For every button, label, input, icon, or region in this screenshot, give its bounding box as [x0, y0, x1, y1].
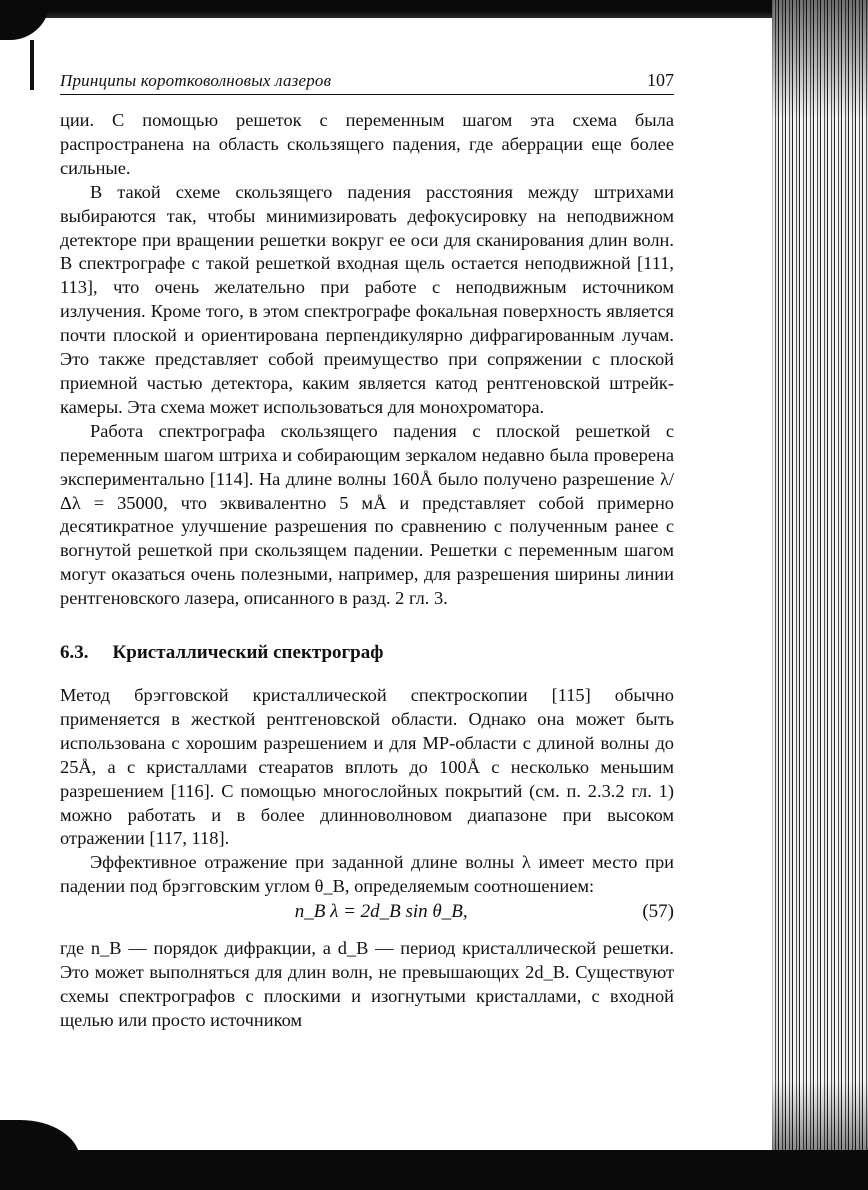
paragraph-bragg-angle: Эффективное отражение при заданной длине волны λ имеет место при падении под брэгговским углом θ_B, определяемым соотношением:: [60, 852, 674, 897]
scan-bottom-border: [0, 1150, 868, 1190]
section-title: Кристаллический спектрограф: [112, 642, 384, 664]
paragraph-flat-grating: Работа спектрографа скользящего падения с плоской решеткой с переменным шагом штриха и собирающим зеркалом недавно была проверена экспериментально [114]. На длине волны 160Å было получено разрешение λ/Δλ = 35000, что эквивалентно 5 мÅ и представляет собой примерно десятикратное улучшение разрешения по сравнению с полученным ранее с вогнутой решеткой при скользящем падении. Решетки с переменным шагом могут оказаться очень полезными, например, для разрешения ширины линии рентгеновского лазера, описанного в разд. 2 гл. 3.: [60, 420, 674, 609]
paragraph-continuation: ции. С помощью решеток с переменным шагом эта схема была распространена на область скользящего падения, где аберрации еще более сильные.: [60, 110, 674, 178]
book-page-edges-shade: [772, 0, 868, 1190]
paragraph-diffraction-order: где n_B — порядок дифракции, а d_B — период кристаллической решетки. Это может выполняться для длин волн, не превышающих 2d_B. Существуют схемы спектрографов с плоскими и изогнутыми кристаллами, с входной щелью или просто источником: [60, 938, 674, 1030]
book-page: [60, 70, 674, 1033]
scan-top-border: [0, 0, 868, 18]
page-number: 107: [647, 70, 674, 90]
equation-row: [60, 899, 674, 925]
paragraph-bragg-method: Метод брэгговской кристаллической спектроскопии [115] обычно применяется в жесткой рентгеновской области. Однако она может быть использована с хорошим разрешением и для МР-области с длиной волны до 25Å, а с кристаллами стеаратов вплоть до 100Å с несколько меньшим разрешением [116]. С помощью многослойных покрытий (см. п. 2.3.2 гл. 1) можно работать и в более длинноволновом диапазоне при высоком отражении [117, 118].: [60, 685, 674, 849]
running-title: Принципы коротковолновых лазеров: [60, 71, 332, 90]
scan-corner-shadow: [0, 0, 50, 40]
equation-number: (57): [642, 901, 674, 923]
paragraph-grazing-scheme: В такой схеме скользящего падения расстояния между штрихами выбираются так, чтобы минимизировать дефокусировку на неподвижном детекторе при вращении решетки вокруг ее оси для сканирования длин волн. В спектрографе с такой решеткой входная щель остается неподвижной [111, 113], что очень желательно при работе с неподвижным источником излучения. Кроме того, в этом спектрографе фокальная поверхность является почти плоской и ориентирована перпендикулярно дифрагированным лучам. Это также представляет собой преимущество при сопряжении с плоской приемной частью детектора, каким является катод рентгеновской штрейк-камеры. Эта схема может использоваться для монохроматора.: [60, 181, 674, 417]
section-heading: [60, 642, 674, 664]
running-header: [60, 70, 674, 95]
scan-margin-mark: [30, 40, 34, 90]
bragg-equation: n_B λ = 2d_B sin θ_B,: [294, 901, 468, 923]
section-number: 6.3.: [60, 642, 89, 664]
